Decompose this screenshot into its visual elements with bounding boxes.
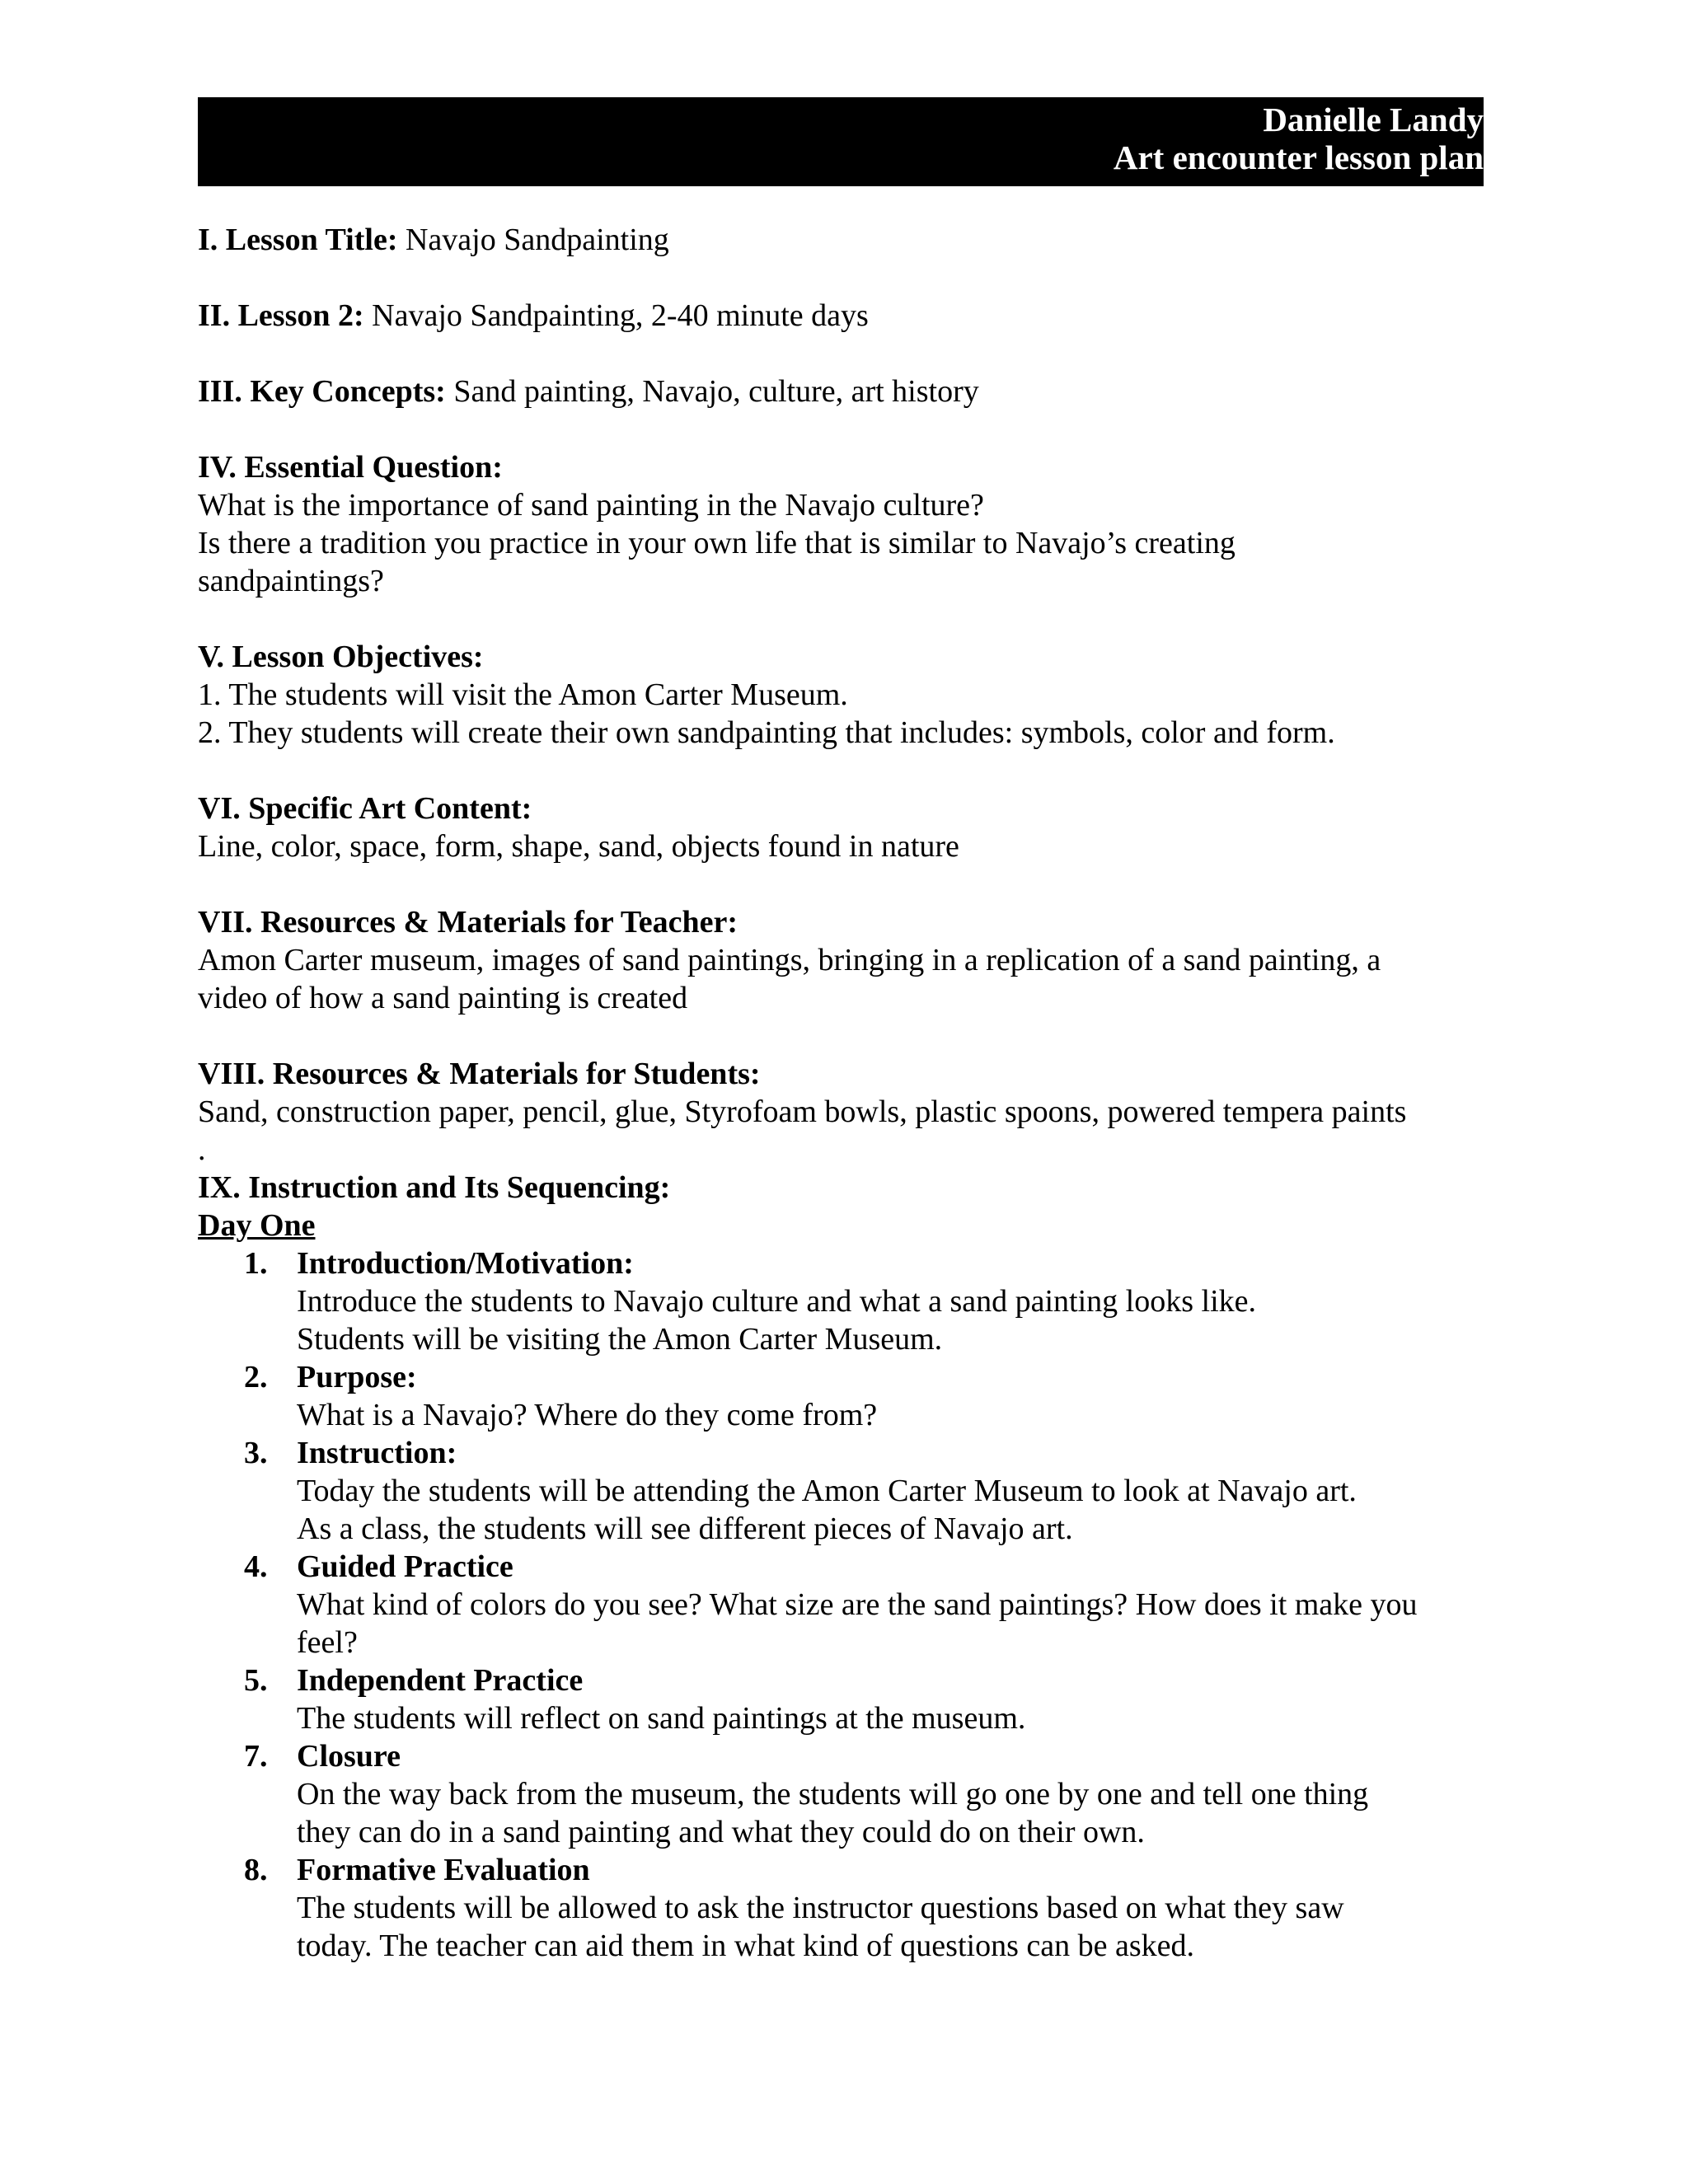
step-title: Purpose: (297, 1360, 417, 1394)
step-text: Students will be visiting the Amon Carter Museum. (297, 1322, 943, 1357)
day-heading: Day One (198, 1208, 316, 1243)
art-content-label: VI. Specific Art Content: (198, 791, 532, 826)
essential-question-line: What is the importance of sand painting in the Navajo culture? (198, 488, 984, 523)
step-text: As a class, the students will see different pieces of Navajo art. (297, 1511, 1073, 1546)
objective-item: 2. They students will create their own sandpainting that includes: symbols, color and form. (198, 715, 1335, 750)
step-text: they can do in a sand painting and what they could do on their own. (297, 1815, 1145, 1849)
step-title: Independent Practice (297, 1663, 584, 1698)
step-number: 7. (244, 1739, 268, 1774)
step-text: The students will be allowed to ask the instructor questions based on what they saw (297, 1891, 1344, 1925)
key-concepts-value: Sand painting, Navajo, culture, art history (445, 374, 979, 409)
teacher-materials-text: video of how a sand painting is created (198, 981, 688, 1015)
lesson-number-value: Navajo Sandpainting, 2-40 minute days (363, 298, 869, 333)
section-lesson-objectives (198, 638, 1484, 752)
step-number: 3. (244, 1436, 268, 1470)
essential-question-label: IV. Essential Question: (198, 450, 503, 485)
step-number: 5. (244, 1663, 268, 1698)
section-art-content (198, 790, 1484, 865)
step-item (198, 1548, 1484, 1661)
lesson-objectives-label: V. Lesson Objectives: (198, 640, 484, 674)
student-materials-label: VIII. Resources & Materials for Students: (198, 1057, 761, 1091)
step-number: 4. (244, 1549, 268, 1584)
step-text: The students will reflect on sand paintings at the museum. (297, 1701, 1026, 1736)
step-text: What is a Navajo? Where do they come from? (297, 1398, 878, 1432)
lesson-title-value: Navajo Sandpainting (397, 223, 669, 257)
step-item (198, 1244, 1484, 1358)
step-text: Introduce the students to Navajo culture and what a sand painting looks like. (297, 1284, 1256, 1319)
step-title: Closure (297, 1739, 401, 1774)
art-content-text: Line, color, space, form, shape, sand, objects found in nature (198, 829, 959, 864)
lesson-title-label: I. Lesson Title: (198, 223, 398, 257)
step-number: 1. (244, 1246, 268, 1281)
document-page (198, 97, 1484, 1965)
step-item (198, 1661, 1484, 1737)
document-body (198, 221, 1484, 1965)
section-instruction (198, 1169, 1484, 1965)
teacher-materials-text: Amon Carter museum, images of sand paintings, bringing in a replication of a sand painting, a (198, 943, 1381, 977)
step-item (198, 1358, 1484, 1434)
step-number: 8. (244, 1853, 268, 1887)
section-lesson-title (198, 221, 1484, 259)
step-text: Today the students will be attending the Amon Carter Museum to look at Navajo art. (297, 1474, 1357, 1508)
header-bar (198, 97, 1484, 186)
section-teacher-materials (198, 903, 1484, 1017)
section-lesson-number (198, 297, 1484, 335)
step-title: Introduction/Motivation: (297, 1246, 634, 1281)
section-student-materials (198, 1055, 1484, 1169)
author-name: Danielle Landy (1263, 101, 1484, 138)
step-text: On the way back from the museum, the students will go one by one and tell one thing (297, 1777, 1369, 1811)
step-text: today. The teacher can aid them in what kind of questions can be asked. (297, 1929, 1194, 1963)
essential-question-line: sandpaintings? (198, 564, 384, 598)
step-item (198, 1737, 1484, 1851)
step-title: Instruction: (297, 1436, 457, 1470)
student-materials-text: Sand, construction paper, pencil, glue, Styrofoam bowls, plastic spoons, powered tempera paints (198, 1094, 1407, 1129)
teacher-materials-label: VII. Resources & Materials for Teacher: (198, 905, 738, 940)
essential-question-line: Is there a tradition you practice in your own life that is similar to Navajo’s creating (198, 526, 1236, 560)
objective-item: 1. The students will visit the Amon Carter Museum. (198, 677, 848, 712)
lesson-number-label: II. Lesson 2: (198, 298, 364, 333)
student-materials-text: . (198, 1132, 206, 1167)
instruction-label: IX. Instruction and Its Sequencing: (198, 1170, 671, 1205)
section-key-concepts (198, 373, 1484, 410)
step-item (198, 1434, 1484, 1548)
section-essential-question (198, 448, 1484, 600)
step-item (198, 1851, 1484, 1965)
step-title: Guided Practice (297, 1549, 513, 1584)
step-title: Formative Evaluation (297, 1853, 590, 1887)
key-concepts-label: III. Key Concepts: (198, 374, 446, 409)
step-number: 2. (244, 1360, 268, 1394)
step-text: What kind of colors do you see? What size are the sand paintings? How does it make you (297, 1587, 1418, 1622)
document-type: Art encounter lesson plan (1113, 138, 1484, 176)
instruction-steps (198, 1244, 1484, 1965)
step-text: feel? (297, 1625, 358, 1660)
